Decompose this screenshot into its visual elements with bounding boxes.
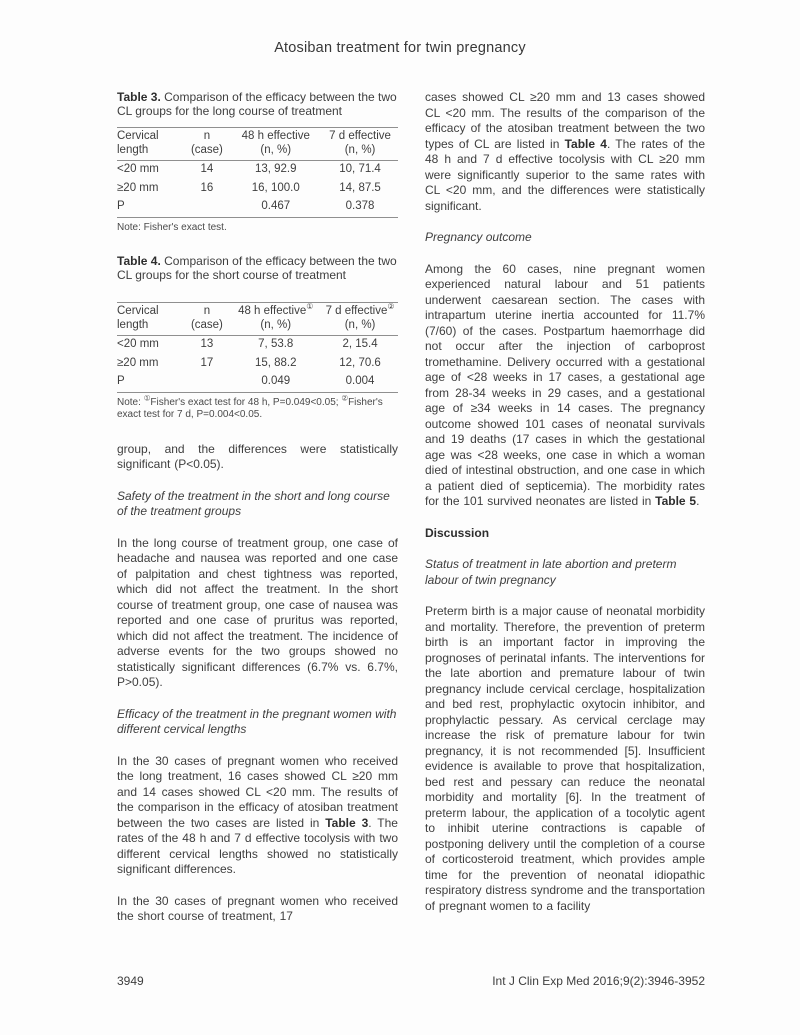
journal-reference: Int J Clin Exp Med 2016;9(2):3946-3952 <box>492 974 705 988</box>
table4-caption <box>117 254 398 282</box>
section-heading-discussion: Discussion <box>425 525 490 540</box>
paragraph-efficacy: In the 30 cases of pregnant women who received the long treatment, 16 cases showed CL ≥20 mm and 14 cases showed CL <20 mm. The results of the comparison in the efficacy of atosiban treatment between the two cases are listed in Table 3. The rates of the 48 h and 7 d effective tocolysis with two different cervical lengths showed no statistically significant differences. <box>117 753 398 876</box>
table3-row <box>117 180 398 199</box>
table3 <box>117 127 398 218</box>
table3-reference: Table 3 <box>325 815 369 830</box>
cell: 12, 70.6 <box>339 356 381 369</box>
cell: ≥20 mm <box>117 356 159 369</box>
footnote-marker: ① <box>143 393 151 403</box>
paragraph-group-continuation: group, and the differences were statistically significant (P<0.05). <box>117 441 398 471</box>
table3-row <box>117 161 398 180</box>
cell: 2, 15.4 <box>342 338 378 350</box>
cell: 16, 100.0 <box>251 181 300 194</box>
cell: 0.049 <box>261 375 291 387</box>
table5-reference: Table 5 <box>655 494 697 508</box>
cell <box>184 198 229 217</box>
table4-note: Note: ①Fisher's exact test for 48 h, P=0.049<0.05; ②Fisher's exact test for 7 d, P=0.004<0.05. <box>117 393 383 420</box>
table4 <box>117 302 398 393</box>
table3-block <box>117 90 398 234</box>
table4-header-cell: 7 d effective② (n, %) <box>325 302 395 331</box>
table3-header-cell: n (case) <box>190 130 223 156</box>
table3-note: Note: Fisher's exact test. <box>117 221 227 233</box>
section-heading-status: Status of treatment in late abortion and preterm labour of twin pregnancy <box>425 557 677 587</box>
cell: 14 <box>200 163 214 175</box>
cell: 13, 92.9 <box>254 163 297 175</box>
table3-label: Table 3. <box>117 90 161 104</box>
cell: P <box>117 200 125 212</box>
table4-header-cell: n (case) <box>190 305 223 331</box>
cell: 17 <box>200 356 214 369</box>
right-column <box>425 90 705 930</box>
table4-row <box>117 336 398 355</box>
cell: 10, 71.4 <box>339 163 381 175</box>
cell <box>184 373 229 392</box>
cell: 16 <box>200 181 214 194</box>
footnote-marker: ① <box>306 302 314 312</box>
cell: 0.004 <box>345 375 375 387</box>
table4-header-cell: 48 h effective① (n, %) <box>238 302 314 331</box>
table4-block <box>117 254 398 422</box>
cell: <20 mm <box>117 163 159 175</box>
paragraph-safety: In the long course of treatment group, one case of headache and nausea was reported and one case of palpitation and chest tightness was reported, which did not affect the treatment. In the short course of treatment group, one case of nausea was reported and one case of pruritus was reported, which did not affect the treatment. The incidence of adverse events for the two groups showed no statistically significant differences (6.7% vs. 6.7%, P>0.05). <box>117 535 398 689</box>
table4-header-row <box>117 303 398 336</box>
section-heading-pregnancy-outcome: Pregnancy outcome <box>425 230 532 244</box>
cell: P <box>117 375 125 387</box>
page-footer <box>117 974 705 988</box>
cell: 7, 53.8 <box>258 338 294 350</box>
table3-header-row <box>117 128 398 161</box>
table4-header-cell: Cervical length <box>117 305 159 331</box>
cell: 0.467 <box>261 200 291 212</box>
paragraph-preterm: Preterm birth is a major cause of neonatal morbidity and mortality. Therefore, the prevention of preterm birth is an important factor in improving the prognoses of perinatal infants. The interventions for the late abortion and premature labour of twin pregnancy include cervical cerclage, hospitalization and bed rest, prophylactic oxytocin inhibitor, and prophylactic pessary. As cervical cerclage may increase the risk of premature labour for twin pregnancy, it is not recommended [5]. Insufficient evidence is available to prove that hospitalization, bed rest and pessary can reduce the neonatal morbidity and mortality [6]. In the treatment of preterm labour, the application of a tocolytic agent to inhibit uterine contractions is capable of postponing delivery until the completion of a course of corticosteroid treatment, which provides ample time for the prevention of neonatal idiopathic respiratory distress syndrome and the transportation of pregnant women to a facility <box>425 604 705 913</box>
paragraph-cases-continuation: cases showed CL ≥20 mm and 13 cases showed CL <20 mm. The results of the comparison of the efficacy of the atosiban treatment between the two types of CL are listed in Table 4. The rates of the 48 h and 7 d effective tocolysis with CL ≥20 mm were significantly superior to the same rates with CL <20 mm, and the differences were statistically significant. <box>425 90 706 213</box>
footnote-marker: ② <box>387 302 395 312</box>
left-column <box>117 90 398 941</box>
table3-header-cell: Cervical length <box>117 130 159 156</box>
cell: 0.378 <box>345 200 375 212</box>
table4-caption-text: Comparison of the efficacy between the two CL groups for the short course of treatment <box>117 254 397 282</box>
table3-caption <box>117 90 398 118</box>
paragraph-short-course: In the 30 cases of pregnant women who received the short course of treatment, 17 <box>117 893 398 923</box>
cell: 15, 88.2 <box>254 356 297 369</box>
page-number: 3949 <box>117 974 144 988</box>
table4-row <box>117 355 398 374</box>
footnote-marker: ② <box>341 393 349 403</box>
paragraph-pregnancy-outcome: Among the 60 cases, nine pregnant women experienced natural labour and 51 patients underwent caesarean section. The cases with intrapartum uterine inertia accounted for 11.7% (7/60) of the cases. Postpartum haemorrhage did not occur after the injection of carboprost tromethamine. Delivery occurred with a gestational age of <28 weeks in 17 cases, a gestational age from 28-34 weeks in 29 cases, and a gestational age of ≥34 weeks in 14 cases. The pregnancy outcome showed 101 cases of neonatal survivals and 19 deaths (17 cases in which the gestational age was <28 weeks, one case in which a woman died of intestinal obstruction, and one case in which a patient died of septicemia). The morbidity rates for the 101 survived neonates are listed in Table 5. <box>425 261 705 508</box>
table3-header-cell: 7 d effective (n, %) <box>329 130 391 156</box>
cell: 13 <box>200 338 214 350</box>
table3-header-cell: 48 h effective (n, %) <box>241 130 310 156</box>
table3-row <box>117 198 398 217</box>
running-head-title: Atosiban treatment for twin pregnancy <box>274 40 526 56</box>
section-heading-efficacy: Efficacy of the treatment in the pregnant women with different cervical lengths <box>117 706 397 736</box>
cell: ≥20 mm <box>117 181 159 194</box>
table3-caption-text: Comparison of the efficacy between the two CL groups for the long course of treatment <box>117 90 397 118</box>
table4-row <box>117 373 398 392</box>
table4-label: Table 4. <box>117 254 161 268</box>
cell: <20 mm <box>117 338 159 350</box>
table4-reference: Table 4 <box>564 136 607 151</box>
section-heading-safety: Safety of the treatment in the short and long course of the treatment groups <box>117 488 390 518</box>
cell: 14, 87.5 <box>339 181 381 194</box>
